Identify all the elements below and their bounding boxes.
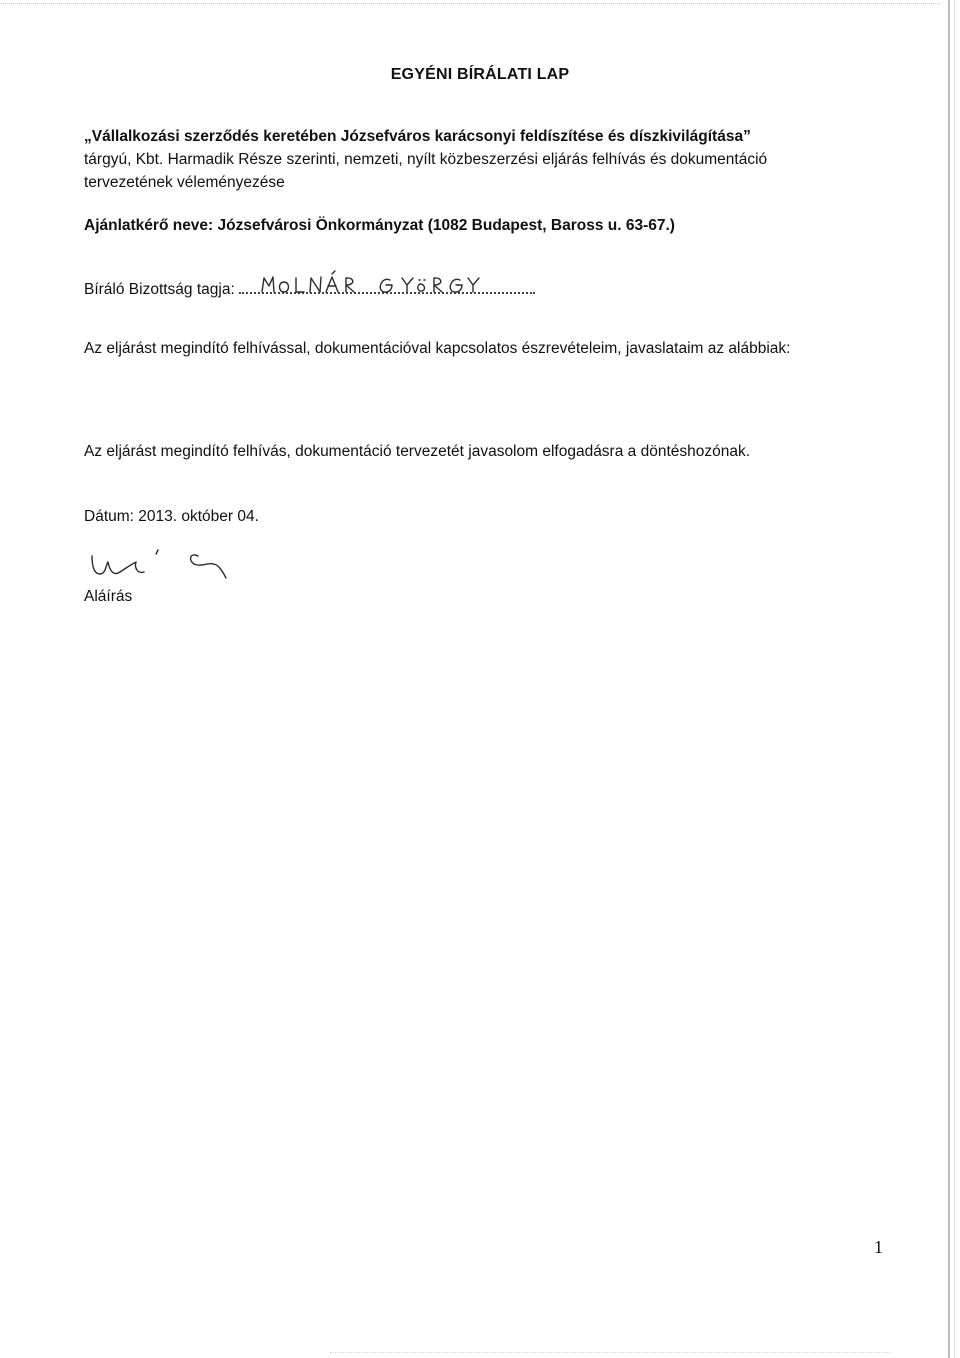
scan-edge-line-secondary bbox=[954, 0, 955, 1358]
subject-line-2: tárgyú, Kbt. Harmadik Része szerinti, nemzeti, nyílt közbeszerzési eljárás felhívás és dokumentáció bbox=[84, 151, 768, 168]
scan-artifact-bottom bbox=[330, 1352, 890, 1354]
scan-edge-line bbox=[948, 0, 950, 1358]
page-number: 1 bbox=[874, 1237, 883, 1257]
requester-name: Ajánlatkérő neve: Józsefvárosi Önkormányzat (1082 Budapest, Baross u. 63-67.) bbox=[84, 217, 675, 234]
date-text: Dátum: 2013. október 04. bbox=[84, 508, 259, 525]
scan-artifact-top bbox=[0, 3, 940, 5]
committee-member-label: Bíráló Bizottság tagja: bbox=[84, 281, 235, 298]
document-title: EGYÉNI BÍRÁLATI LAP bbox=[390, 66, 570, 83]
subject-line-1: „Vállalkozási szerződés keretében Józsefváros karácsonyi feldíszítése és díszkivilágítása” bbox=[84, 128, 751, 145]
handwritten-member-name bbox=[256, 268, 556, 298]
handwritten-signature bbox=[90, 542, 290, 588]
subject-line-3: tervezetének véleményezése bbox=[84, 174, 285, 191]
remarks-intro: Az eljárást megindító felhívással, dokumentációval kapcsolatos észrevételeim, javaslataim az alábbiak: bbox=[84, 340, 791, 357]
recommendation-text: Az eljárást megindító felhívás, dokumentáció tervezetét javasolom elfogadásra a döntéshozónak. bbox=[84, 443, 751, 460]
signature-label: Aláírás bbox=[84, 588, 133, 605]
